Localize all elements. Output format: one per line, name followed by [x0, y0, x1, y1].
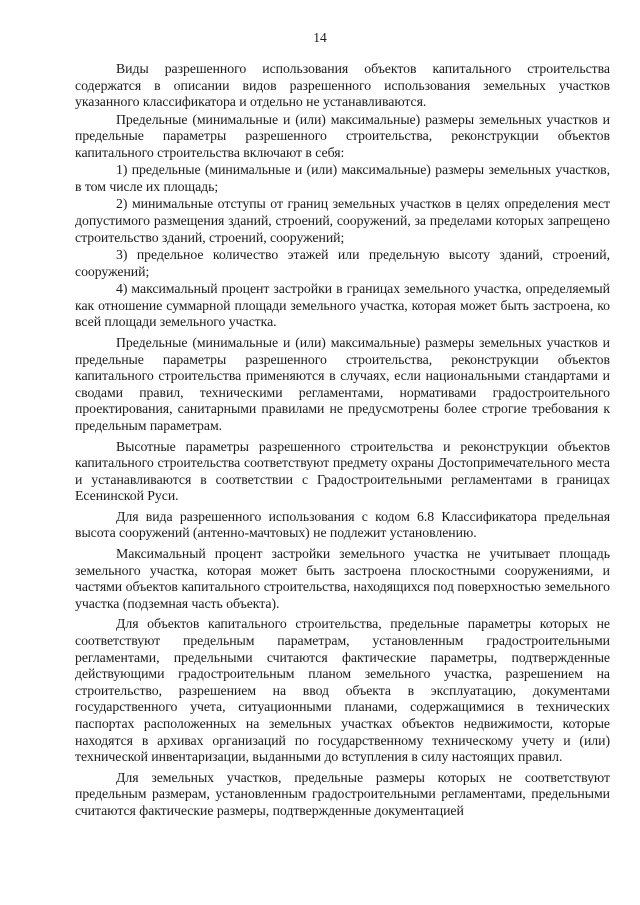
list-item-3-floors-height: 3) предельное количество этажей или предельную высоту зданий, строений, сооружений; [75, 247, 610, 279]
paragraph-nonconforming-objects: Для объектов капитального строительства, предельные параметры которых не соответствуют предельным параметрам, установленным градостроительными регламентами, предельными считаются фактические параметры, подтвержденные действующими градостроительным планом земельного участка, разрешением на строительство, разрешением на ввод объекта в эксплуатацию, документами государственного учета, ситуационными планами, содержащимися в технических паспортах расположенных на земельных участках объектов недвижимости, которые находятся в архивах организаций по государственному техническому учету и (или) технической инвентаризации, выданными до вступления в силу настоящих правил. [75, 616, 610, 765]
paragraph-limit-parameters-intro: Предельные (минимальные и (или) максимальные) размеры земельных участков и предельные параметры разрешенного строительства, реконструкции объектов капитального строительства включают в себя: [75, 111, 610, 160]
document-body [75, 61, 610, 820]
paragraph-height-parameters: Высотные параметры разрешенного строительства и реконструкции объектов капитального строительства соответствуют предмету охраны Достопримечательного места и устанавливаются в соответствии с Градостроительными регламентами в границах Есенинской Руси. [75, 438, 610, 504]
paragraph-limits-application: Предельные (минимальные и (или) максимальные) размеры земельных участков и предельные параметры разрешенного строительства, реконструкции объектов капитального строительства применяются в случаях, если национальными стандартами и сводами правил, техническими регламентами, нормативами градостроительного проектирования, санитарными правилами не предусмотрены более строгие требования к предельным параметрам. [75, 334, 610, 433]
list-item-1-plot-size: 1) предельные (минимальные и (или) максимальные) размеры земельных участков, в том числе их площадь; [75, 162, 610, 194]
paragraph-code-6-8-height: Для вида разрешенного использования с кодом 6.8 Классификатора предельная высота сооружений (антенно-мачтовых) не подлежит установлению. [75, 508, 610, 541]
list-item-4-max-coverage: 4) максимальный процент застройки в границах земельного участка, определяемый как отношение суммарной площади земельного участка, которая может быть застроена, ко всей площади земельного участка. [75, 281, 610, 330]
list-item-2-min-setbacks: 2) минимальные отступы от границ земельных участков в целях определения мест допустимого размещения зданий, строений, сооружений, за пределами которых запрещено строительство зданий, строений, сооружений; [75, 196, 610, 245]
paragraph-coverage-exclusions: Максимальный процент застройки земельного участка не учитывает площадь земельного участка, которая может быть застроена плоскостными сооружениями, и частями объектов капитального строительства, находящихся под поверхностью земельного участка (подземная часть объекта). [75, 546, 610, 611]
paragraph-permitted-use-types: Виды разрешенного использования объектов капитального строительства содержатся в описании видов разрешенного использования земельных участков указанного классификатора и отдельно не устанавливаются. [75, 61, 610, 110]
page-number: 14 [313, 30, 327, 45]
paragraph-nonconforming-plots: Для земельных участков, предельные размеры которых не соответствуют предельным размерам, установленным градостроительными регламентами, предельными считаются фактические размеры, подтвержденные документацией [75, 769, 610, 818]
